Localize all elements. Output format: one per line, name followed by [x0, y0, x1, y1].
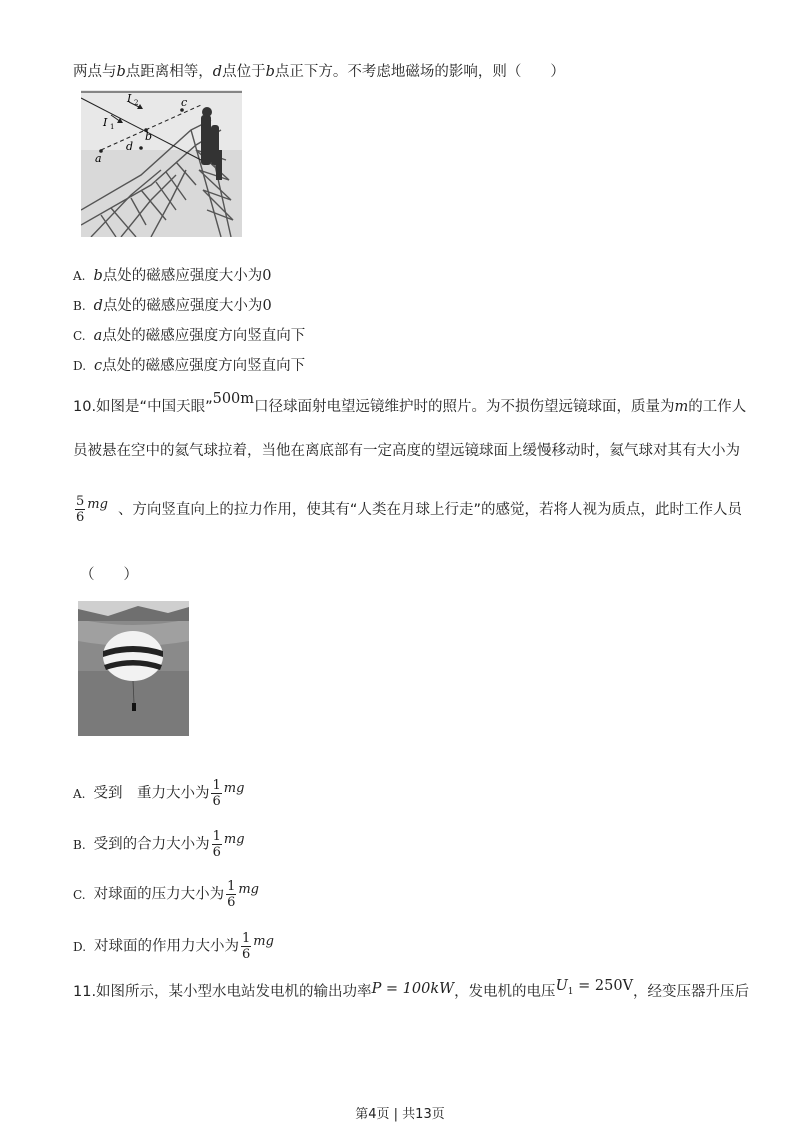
- q9-option-b: B. d点处的磁感应强度大小为0: [73, 298, 272, 314]
- label-a: a: [95, 152, 102, 165]
- q10-option-a: A. 受到 重力大小为 $\frac{1}{6}$ mg: [73, 778, 245, 809]
- q9-stem-tail: 两点与b点距离相等，d点位于b点正下方。不考虑地磁场的影响，则（ ）: [73, 64, 565, 80]
- q9-option-d: D. c点处的磁感应强度方向竖直向下: [73, 358, 306, 374]
- label-b: b: [145, 130, 153, 143]
- label-I1-sub: 1: [110, 123, 115, 131]
- q9-option-c: C. a点处的磁感应强度方向竖直向下: [73, 328, 306, 344]
- q10-option-c: C. 对球面的压力大小为 $\frac{1}{6}$ mg: [73, 879, 260, 910]
- label-I1: I: [103, 116, 108, 129]
- q10-option-b: B. 受到的合力大小为 $\frac{1}{6}$ mg: [73, 829, 245, 860]
- q11-line-1: 11.如图所示，某小型水电站发电机的输出功率P = 100kW，发电机的电压U1 = 250V，经变压器升压后: [73, 978, 750, 1000]
- q9-option-a: A. b点处的磁感应强度大小为0: [73, 268, 272, 284]
- q10-line-1: 10.如图是“中国天眼”500m口径球面射电望远镜维护时的照片。为不损伤望远镜球面，质量为m的工作人: [73, 391, 747, 415]
- q10-option-d: D. 对球面的作用力大小为 $\frac{1}{6}$ mg: [73, 931, 274, 962]
- q10-line-3: $\frac{5}{6}$ mg 、方向竖直向上的拉力作用，使其有“人类在月球上行走”的感觉，若将人视为质点，此时工作人员: [76, 494, 742, 525]
- label-c: c: [181, 96, 188, 109]
- label-d: d: [126, 140, 134, 153]
- tower-photo: [81, 90, 242, 237]
- page-footer: 第4页 | 共13页: [355, 1107, 445, 1122]
- label-I2: I: [127, 92, 132, 105]
- q10-line-2: 员被悬在空中的氦气球拉着，当他在离底部有一定高度的望远镜球面上缓慢移动时，氦气球对其有大小为: [73, 443, 740, 459]
- q10-answer-bracket: （ ）: [80, 567, 138, 583]
- fraction-5-6: $\frac{5}{6}$: [76, 494, 85, 525]
- balloon-photo: [78, 601, 189, 736]
- label-I2-sub: 2: [134, 99, 139, 107]
